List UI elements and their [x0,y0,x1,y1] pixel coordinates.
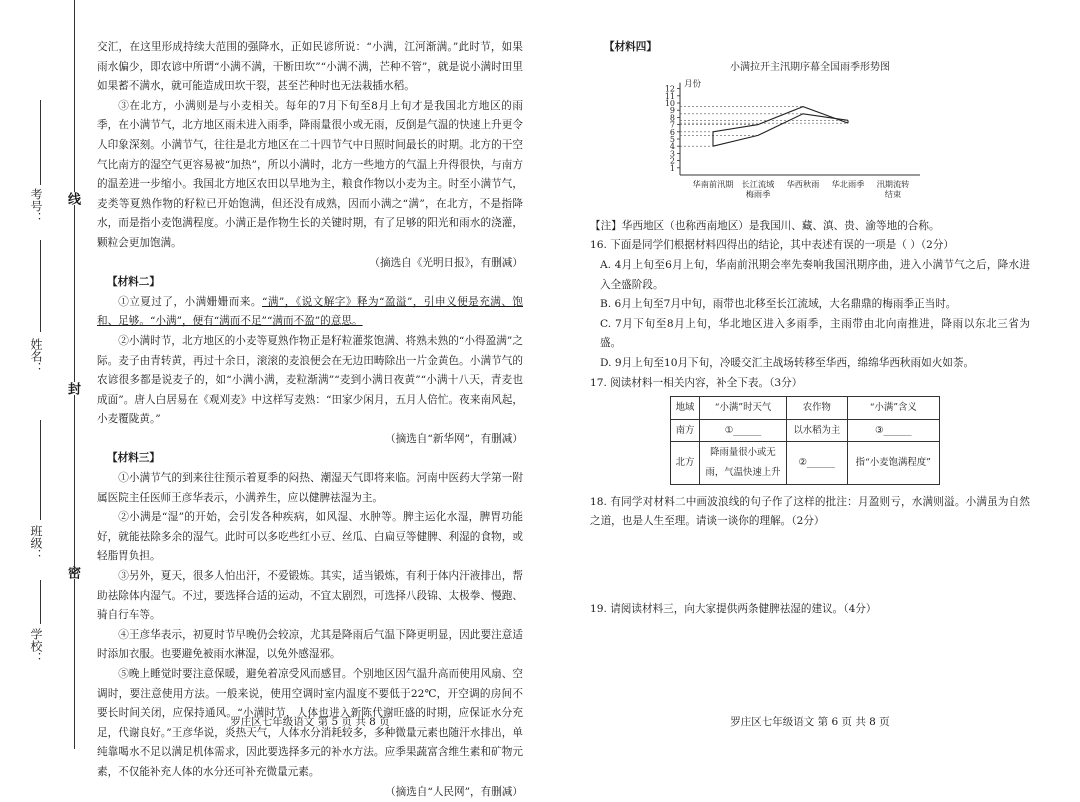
table-cell: 降雨量很小或无雨，气温快速上升 [699,442,786,484]
material1-paragraph: 交汇，在这里形成持续大范围的强降水，正如民谚所说：“小满，江河渐满。”此时节，如果雨水偏少，即农谚中所谓“小满不满，干断田坎”“小满不满，芒种不管”，就是说小满时田里如果蓄不满水，就可能造成田坎干裂，甚至芒种时也无法栽插水稻。 [97,41,523,93]
answer-blank-3[interactable]: ③______ [847,419,939,442]
table-header-row [671,397,940,420]
binding-mark-mi: 密 [65,566,80,579]
material3-paragraph: ②小满是“湿”的开始，会引发各种疾病，如风湿、水肿等。脾主运化水湿，脾胃功能好，就能祛除多余的湿气。此时可以多吃些红小豆、丝瓜、白扁豆等健脾、利湿的食物，或轻脂胃负担。 [97,511,523,563]
table-header: “小满”含义 [847,397,939,420]
wavy-underlined-sentence: “满”，《说文解字》释为“盈溢”，引申义便是充满、饱和、足够。“小满”，便有“满而不足”“满而不盈”的意思。 [97,295,523,328]
table-cell: 南方 [671,419,700,442]
material3-heading: 【材料三】 [107,452,160,465]
source-citation: （摘选自“人民网”，有删减） [385,785,523,798]
series-line-1 [713,114,848,146]
binding-line [74,0,75,749]
note-text: 【注】华西地区（也称西南地区）是我国川、藏、滇、贵、渝等地的合称。 [590,219,940,232]
x-tick-label: 结束 [884,189,902,200]
y-tick-label: 9 [669,106,675,116]
question-16: 16. 下面是同学们根据材料四得出的结论，其中表述有误的一项是（ ）（2分） [590,239,955,252]
kaohao-field[interactable] [40,100,41,185]
y-tick-label: 6 [669,127,675,137]
xuexiao-label: 学校： [29,628,43,664]
source-citation: （摘选自《光明日报》，有删减） [369,256,523,269]
material2-heading: 【材料二】 [107,276,160,289]
series-line-2 [713,107,848,132]
material3-paragraph: ③另外，夏天，很多人怕出汗，不爱锻炼。其实，适当锻炼，有利于体内汗液排出，帮助祛除体内湿气。不过，要选择合适的运动，不宜太剧烈，可选择八段锦、太极拳、慢跑、骑自行车等。 [97,570,523,622]
answer-blank-1[interactable]: ①______ [699,419,786,442]
material4-heading: 【材料四】 [604,41,657,53]
y-tick-label: 7 [669,120,675,130]
y-tick-label: 8 [669,113,675,123]
xingming-label: 姓名： [29,338,43,374]
y-tick-label: 1 [669,163,675,173]
table-cell: 以水稻为主 [786,419,847,442]
material1-paragraph: ③在北方，小满则是与小麦相关。每年的7月下旬至8月上旬才是我国北方地区的雨季，在小满节气，北方地区雨未进入雨季，降雨量很小或无雨，反倒是气温的快速上升更令人印象深刻。小满节气，往往是北方地区在二十四节气中日照时间最长的时期。北方的干空气比南方的湿空气更容易被“加热”，所以小满时，北方一些地方的气温上升得很快，与南方的温差进一步缩小。我国北方地区农田以旱地为主，粮食作物以小麦为主。时至小满节气，麦类等夏熟作物的籽粒已开始饱满，但还没有成熟，因而小满之“满”，在北方，不是指降水，而是指小麦饱满程度。小满正是作物生长的关键时期，有了足够的阳光和雨水的浇灌，颗粒会更加饱满。 [97,99,523,249]
x-tick-label: 梅雨季 [745,189,771,200]
table-header: 农作物 [786,397,847,420]
page-5 [97,0,523,798]
page-footer-right: 罗庄区七年级语文 第 6 页 共 8 页 [730,716,890,728]
table-header: 地域 [671,397,700,420]
kaohao-label: 考号： [29,188,43,224]
question-19: 19. 请阅读材料三，向大家提供两条健脾祛湿的建议。（4分） [590,602,877,615]
material2-paragraph [97,293,523,332]
material2-paragraph: ②小满时节，北方地区的小麦等夏熟作物正是籽粒灌浆饱满、将熟未熟的“小得盈满”之际。麦子由青转黄，再过十余日，滚滚的麦浪便会在无边田畴除出一片金黄色。小满节气的农谚很多都是说麦子的，如“小满小满，麦粒渐满”“麦到小满日夜黄”“小满十八天，青麦也成面”。唐人白居易在《观刈麦》中这样写麦熟：“田家少闲月，五月人倍忙。夜来南风起，小麦覆陇黄。” [97,334,523,426]
page-6 [590,0,1030,749]
question-17: 17. 阅读材料一相关内容，补全下表。（3分） [590,376,803,389]
banji-label: 班级： [29,525,43,561]
x-tick-label: 汛期流转 [876,179,910,190]
binding-mark-feng: 封 [65,382,80,395]
y-axis-label: 月份 [684,79,702,90]
xuexiao-field[interactable] [40,580,41,624]
material2-text: ①立夏过了，小满姗姗而来。 [118,295,262,308]
binding-mark-xian: 线 [65,192,80,205]
q16-option-b[interactable]: B. 6月上旬至7月中旬，雨带也北移至长江流域，大名鼎鼎的梅雨季正当时。 [600,298,957,311]
x-tick-label: 长江流域 [741,179,775,190]
table-row [671,419,940,442]
y-tick-label: 5 [669,135,675,145]
material3-paragraph: ①小满节气的到来往往预示着夏季的闷热、潮湿天气即将来临。河南中医药大学第一附属医院主任医师王彦华表示，小满养生，应以健脾祛湿为主。 [97,472,523,504]
table-row [671,442,940,484]
q16-option-a[interactable]: A. 4月上旬至6月上旬，华南前汛期会率先奏响我国汛期序曲，进入小满节气之后，降水进入全盛阶段。 [600,258,1030,291]
chart-title: 小满拉开主汛期序幕全国雨季形势图 [730,61,890,73]
answer-space-18[interactable] [590,532,1030,600]
y-tick-label: 2 [669,156,675,166]
x-tick-label: 华北雨季 [831,179,865,190]
table-header: “小满”时天气 [699,397,786,420]
y-tick-label: 4 [669,142,675,152]
answer-blank-2[interactable]: ②______ [786,442,847,484]
table-cell: 北方 [671,442,700,484]
answer-table [670,396,940,484]
y-tick-label: 3 [669,149,675,159]
x-tick-label: 华西秋雨 [786,179,820,190]
y-tick-label: 11 [664,91,675,101]
source-citation: （摘选自“新华网”，有删减） [385,432,523,445]
page-footer-left: 罗庄区七年级语文 第 5 页 共 8 页 [230,716,390,728]
q16-option-c[interactable]: C. 7月下旬至8月上旬，华北地区进入多雨季，主雨带由北向南推进，降雨以东北三省为盛。 [600,317,1030,350]
banji-field[interactable] [40,420,41,520]
table-cell: 指“小麦饱满程度” [847,442,939,484]
q16-option-d[interactable]: D. 9月上旬至10月下旬，冷暖交汇主战场转移至华西，绵绵华西秋雨如火如荼。 [600,356,975,369]
question-18: 18. 有同学对材料二中画波浪线的句子作了这样的批注：月盈则亏，水满则溢。小满虽为自然之道，也是人生至理。请谈一谈你的理解。（2分） [590,495,1030,528]
binding-margin [0,0,92,749]
y-tick-label: 12 [664,84,675,94]
x-tick-label: 华南前汛期 [692,179,734,190]
material3-paragraph: ⑤晚上睡觉时要注意保暖，避免着凉受风而感冒。个别地区因气温升高而使用风扇、空调时，要注意使用方法。一般来说，使用空调时室内温度不要低于22℃，开空调的房间不要长时间关闭，应保持通风。“小满时节，人体也进入新陈代谢旺盛的时期，应保证水分充足，代谢良好。”王彦华说，炎热天气，人体水分消耗较多，多种微量元素也随汗水排出，单纯靠喝水不足以满足机体需求，因此要选择多元的补水方法。应季果蔬富含维生素和矿物元素，不仅能补充人体的水分还可补充微量元素。 [97,668,523,778]
material3-paragraph: ④王彦华表示，初夏时节早晚仍会较凉，尤其是降雨后气温下降更明显，因此要注意适时添加衣服。也要避免被雨水淋湿，以免外感湿邪。 [97,628,523,661]
xingming-field[interactable] [40,240,41,332]
rainy-season-chart [590,77,1030,207]
y-tick-label: 10 [664,99,675,109]
